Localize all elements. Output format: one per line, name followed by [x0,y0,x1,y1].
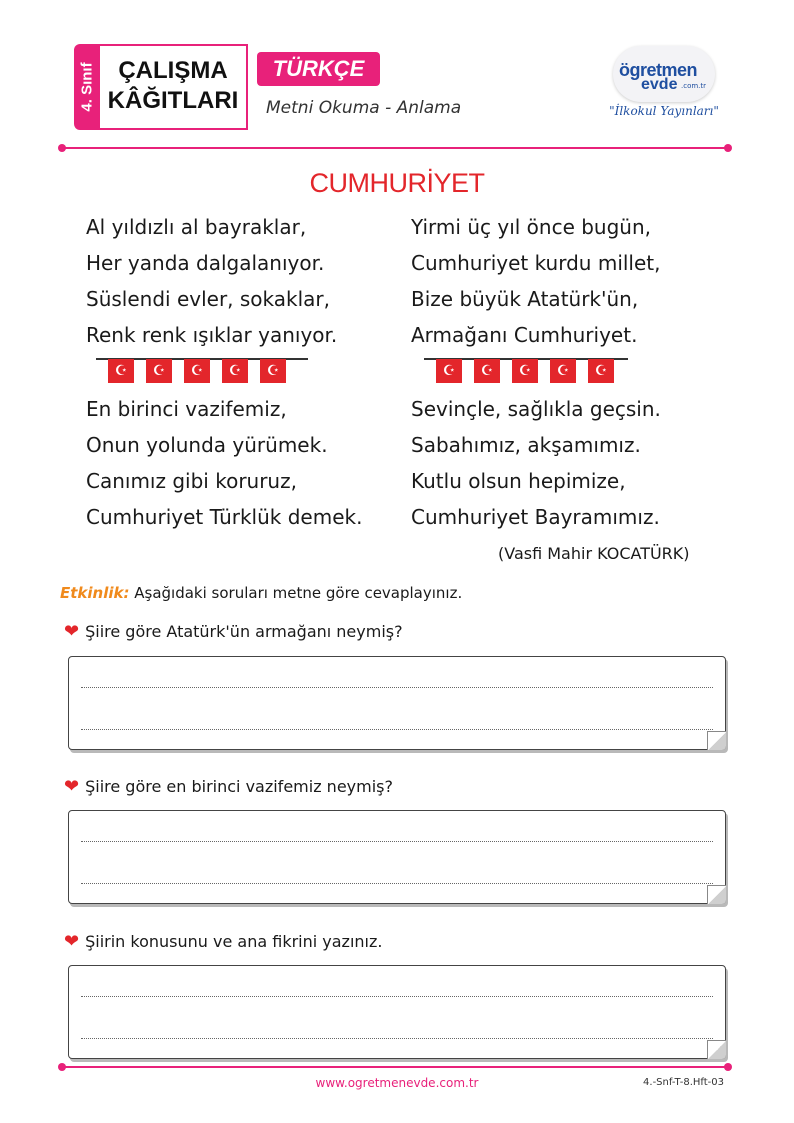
poem-line: Cumhuriyet Bayramımız. [411,505,660,529]
subject-badge: TÜRKÇE [257,52,380,86]
logo-tagline: "İlkokul Yayınları" [609,104,719,118]
poem-title: CUMHURİYET [309,168,485,198]
grade-label: 4. Sınıf [78,62,96,112]
answer-line [81,1038,713,1039]
turkish-flag-icon [512,359,538,383]
stanza-right-top [411,209,661,353]
poem-line: Renk renk ışıklar yanıyor. [86,323,338,347]
flag-bunting-left [96,355,308,385]
question-text: Şiirin konusunu ve ana fikrini yazınız. [85,932,383,951]
publisher-logo [605,46,723,126]
poem-line: Kutlu olsun hepimize, [411,469,626,493]
title-line-2: KÂĞITLARI [107,87,239,114]
question-1 [64,621,403,642]
page-curl-icon [707,885,726,904]
logo-word-2: evde [641,76,678,93]
stanza-left-bottom [86,391,362,535]
heart-icon: ❤ [64,931,80,952]
poem-line: Al yıldızlı al bayraklar, [86,215,307,239]
footer-url[interactable]: www.ogretmenevde.com.tr [315,1076,479,1090]
worksheet-title-box [100,44,248,130]
answer-box-2[interactable] [68,810,726,904]
poem-line: Bize büyük Atatürk'ün, [411,287,639,311]
poem-line: Cumhuriyet kurdu millet, [411,251,661,275]
turkish-flag-icon [146,359,172,383]
topic-label: Metni Okuma - Anlama [266,98,462,118]
answer-line [81,883,713,884]
page-curl-icon [707,731,726,750]
poem-line: Canımız gibi koruruz, [86,469,297,493]
answer-box-3[interactable] [68,965,726,1059]
poem-line: Cumhuriyet Türklük demek. [86,505,363,529]
stanza-left-top [86,209,337,353]
flag-bunting-right [424,355,628,385]
turkish-flag-icon [108,359,134,383]
turkish-flag-icon [436,359,462,383]
title-line-1: ÇALIŞMA [118,57,228,84]
turkish-flag-icon [588,359,614,383]
answer-line [81,687,713,688]
question-text: Şiire göre Atatürk'ün armağanı neymiş? [85,622,403,641]
footer-divider [62,1066,728,1068]
answer-line [81,841,713,842]
poem-line: En birinci vazifemiz, [86,397,287,421]
logo-word-1: ögretmen [619,60,698,80]
turkish-flag-icon [474,359,500,383]
poem-author: (Vasfi Mahir KOCATÜRK) [498,544,690,563]
turkish-flag-icon [550,359,576,383]
poem-line: Yirmi üç yıl önce bugün, [411,215,652,239]
poem-line: Sabahımız, akşamımız. [411,433,641,457]
grade-tab [74,44,100,130]
answer-line [81,729,713,730]
footer-code: 4.-Snf-T-8.Hft-03 [643,1077,724,1088]
turkish-flag-icon [184,359,210,383]
poem-line: Her yanda dalgalanıyor. [86,251,325,275]
activity-instruction [60,584,462,602]
logo-domain: .com.tr [681,82,707,90]
heart-icon: ❤ [64,621,80,642]
stanza-right-bottom [411,391,661,535]
activity-text: Aşağıdaki soruları metne göre cevaplayınız. [134,584,463,602]
poem-line: Armağanı Cumhuriyet. [411,323,638,347]
answer-box-1[interactable] [68,656,726,750]
header-divider [62,147,728,149]
question-3 [64,931,382,952]
poem-line: Onun yolunda yürümek. [86,433,328,457]
page-curl-icon [707,1040,726,1059]
turkish-flag-icon [222,359,248,383]
heart-icon: ❤ [64,776,80,797]
poem-line: Süslendi evler, sokaklar, [86,287,330,311]
answer-line [81,996,713,997]
poem-line: Sevinçle, sağlıkla geçsin. [411,397,661,421]
question-2 [64,776,393,797]
activity-label: Etkinlik: [60,584,130,602]
question-text: Şiire göre en birinci vazifemiz neymiş? [85,777,393,796]
turkish-flag-icon [260,359,286,383]
